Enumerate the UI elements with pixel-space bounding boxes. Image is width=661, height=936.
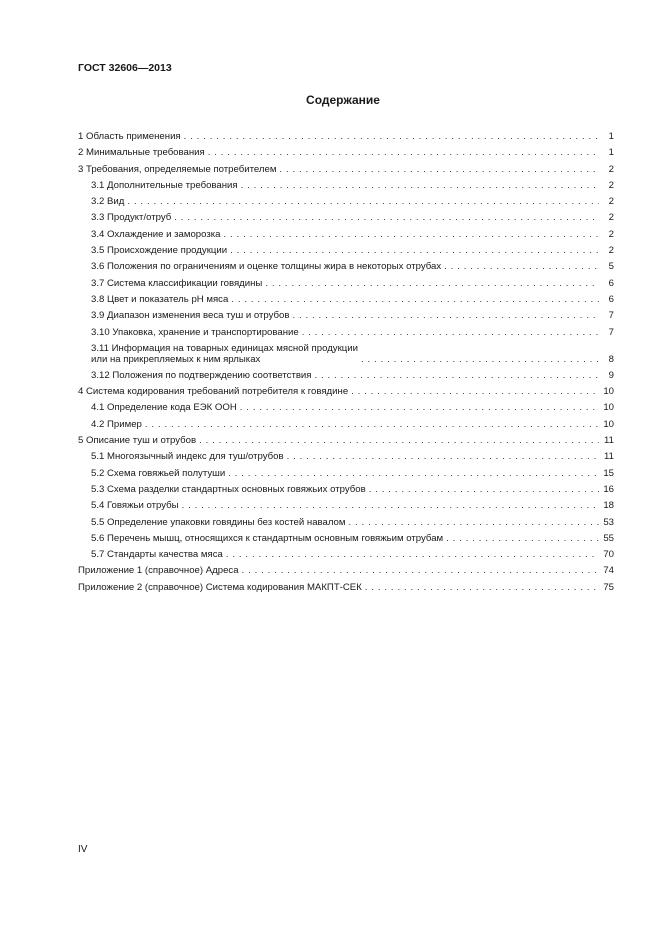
- toc-entry[interactable]: [78, 145, 614, 161]
- toc-entry-text: 5.3 Схема разделки стандартных основных говяжьих отрубов: [91, 483, 366, 495]
- toc-entry[interactable]: [78, 400, 614, 416]
- leader-dots: [361, 354, 599, 366]
- toc-entry-page: 10: [603, 418, 614, 430]
- toc-entry-text: Приложение 1 (справочное) Адреса: [78, 565, 239, 577]
- toc-entry-text: 1 Область применения: [78, 131, 181, 142]
- toc-entry[interactable]: [78, 292, 614, 308]
- toc-entry[interactable]: [78, 162, 614, 178]
- table-of-contents: [78, 129, 614, 596]
- toc-entry[interactable]: [78, 227, 614, 243]
- leader-dots: [287, 449, 599, 465]
- toc-entry-page: 16: [603, 483, 614, 495]
- toc-entry-page: 6: [608, 277, 614, 289]
- toc-entry-text: 5.2 Схема говяжьей полутуши: [91, 467, 226, 479]
- toc-entry-text-line1: 3.11 Информация на товарных единицах мясной продукции: [91, 342, 359, 354]
- leader-dots: [174, 210, 599, 226]
- toc-entry-page: 53: [603, 516, 614, 528]
- leader-dots: [231, 292, 599, 308]
- toc-entry-page: 2: [608, 163, 614, 175]
- toc-entry[interactable]: [78, 308, 614, 324]
- toc-entry-text: 5 Описание туш и отрубов: [78, 435, 197, 447]
- toc-entry-text: 3.7 Система классификации говядины: [91, 277, 263, 289]
- leader-dots: [127, 194, 599, 210]
- toc-entry-text: 3.3 Продукт/отруб: [91, 212, 172, 224]
- toc-entry-text: 3.1 Дополнительные требования: [91, 179, 238, 191]
- leader-dots: [224, 227, 600, 243]
- leader-dots: [241, 178, 599, 194]
- document-header: ГОСТ 32606—2013: [78, 62, 172, 74]
- toc-entry-page: 75: [603, 581, 614, 593]
- toc-entry[interactable]: [78, 325, 614, 341]
- toc-entry-page: 2: [608, 196, 614, 208]
- toc-entry[interactable]: [78, 417, 614, 433]
- toc-entry-text: 5.1 Многоязычный индекс для туш/отрубов: [91, 451, 284, 463]
- toc-entry-text-multiline: [91, 343, 358, 366]
- toc-entry[interactable]: [78, 243, 614, 259]
- toc-entry[interactable]: [78, 482, 614, 498]
- toc-entry[interactable]: [78, 449, 614, 465]
- toc-entry-text: 4 Система кодирования требований потребителя к говядине: [78, 386, 349, 398]
- leader-dots: [315, 368, 600, 384]
- leader-dots: [184, 129, 599, 145]
- toc-entry-page: 18: [603, 500, 614, 512]
- toc-entry-page: 7: [608, 326, 614, 338]
- toc-entry-page: 5: [608, 261, 614, 273]
- leader-dots: [279, 162, 599, 178]
- toc-entry[interactable]: [78, 129, 614, 145]
- toc-entry-text: 3.8 Цвет и показатель рН мяса: [91, 293, 229, 305]
- toc-entry-page: 10: [603, 386, 614, 398]
- toc-entry[interactable]: [78, 384, 614, 400]
- toc-entry[interactable]: [78, 466, 614, 482]
- toc-entry-page: 1: [608, 147, 614, 159]
- toc-entry[interactable]: [78, 178, 614, 194]
- toc-entry-text: 5.7 Стандарты качества мяса: [91, 549, 223, 561]
- toc-entry-text: 5.5 Определение упаковки говядины без костей навалом: [91, 516, 346, 528]
- toc-entry-page: 9: [608, 369, 614, 381]
- toc-entry-page: 55: [603, 532, 614, 544]
- toc-entry[interactable]: [78, 368, 614, 384]
- toc-entry-text: 3.12 Положения по подтверждению соответствия: [91, 369, 312, 381]
- toc-entry-page: 70: [603, 549, 614, 561]
- leader-dots: [292, 308, 599, 324]
- leader-dots: [208, 145, 599, 161]
- toc-entry-page: 2: [608, 228, 614, 240]
- leader-dots: [351, 384, 599, 400]
- leader-dots: [240, 400, 599, 416]
- toc-entry-text: 3.5 Происхождение продукции: [91, 245, 228, 257]
- toc-entry[interactable]: [78, 580, 614, 596]
- leader-dots: [199, 433, 599, 449]
- leader-dots: [265, 276, 599, 292]
- leader-dots: [230, 243, 599, 259]
- toc-entry[interactable]: [78, 547, 614, 563]
- toc-entry-page: 10: [603, 402, 614, 414]
- toc-entry-text: 5.4 Говяжьи отрубы: [91, 500, 179, 512]
- page-number: IV: [78, 844, 88, 855]
- toc-entry-text: 3.2 Вид: [91, 196, 125, 208]
- leader-dots: [145, 417, 599, 433]
- toc-entry[interactable]: [78, 498, 614, 514]
- toc-entry-text-line2: или на прикрепляемых к ним ярлыках: [91, 354, 261, 366]
- leader-dots: [302, 325, 599, 341]
- toc-entry-page: 11: [604, 451, 614, 463]
- toc-entry-text: 3.4 Охлаждение и заморозка: [91, 228, 221, 240]
- toc-entry-text: Приложение 2 (справочное) Система кодирования МАКПТ-СЕК: [78, 581, 362, 593]
- toc-entry-page: 6: [608, 293, 614, 305]
- toc-entry-page: 7: [608, 310, 614, 322]
- toc-entry[interactable]: [78, 515, 614, 531]
- toc-entry[interactable]: [78, 276, 614, 292]
- toc-entry-text: 5.6 Перечень мышц, относящихся к стандартным основным говяжьим отрубам: [91, 532, 444, 544]
- toc-entry-page: 74: [603, 565, 614, 577]
- toc-entry-page: 8: [608, 354, 614, 366]
- toc-entry[interactable]: [78, 194, 614, 210]
- toc-entry-page: 2: [608, 179, 614, 191]
- toc-entry-text: 2 Минимальные требования: [78, 147, 205, 159]
- toc-entry-page: 15: [603, 467, 614, 479]
- toc-entry-page: 1: [608, 131, 614, 142]
- toc-entry[interactable]: [78, 341, 614, 368]
- toc-entry-text: 3 Требования, определяемые потребителем: [78, 163, 277, 175]
- toc-title: Содержание: [306, 93, 380, 107]
- leader-dots: [182, 498, 599, 514]
- toc-entry[interactable]: [78, 531, 614, 547]
- leader-dots: [228, 466, 599, 482]
- toc-entry[interactable]: [78, 563, 614, 579]
- toc-entry-text: 3.9 Диапазон изменения веса туш и отрубов: [91, 310, 290, 322]
- toc-entry-text: 4.2 Пример: [91, 418, 142, 430]
- leader-dots: [242, 563, 599, 579]
- leader-dots: [446, 531, 599, 547]
- toc-entry-page: 2: [608, 212, 614, 224]
- leader-dots: [365, 580, 599, 596]
- leader-dots: [226, 547, 599, 563]
- leader-dots: [369, 482, 599, 498]
- toc-entry-page: 11: [604, 435, 614, 447]
- toc-entry-text: 4.1 Определение кода ЕЭК ООН: [91, 402, 237, 414]
- toc-entry-text: 3.6 Положения по ограничениям и оценке толщины жира в некоторых отрубах: [91, 261, 442, 273]
- toc-entry[interactable]: [78, 259, 614, 275]
- toc-entry-text: 3.10 Упаковка, хранение и транспортирование: [91, 326, 299, 338]
- leader-dots: [444, 259, 599, 275]
- toc-entry-page: 2: [608, 245, 614, 257]
- leader-dots: [349, 515, 600, 531]
- toc-entry[interactable]: [78, 433, 614, 449]
- toc-entry[interactable]: [78, 210, 614, 226]
